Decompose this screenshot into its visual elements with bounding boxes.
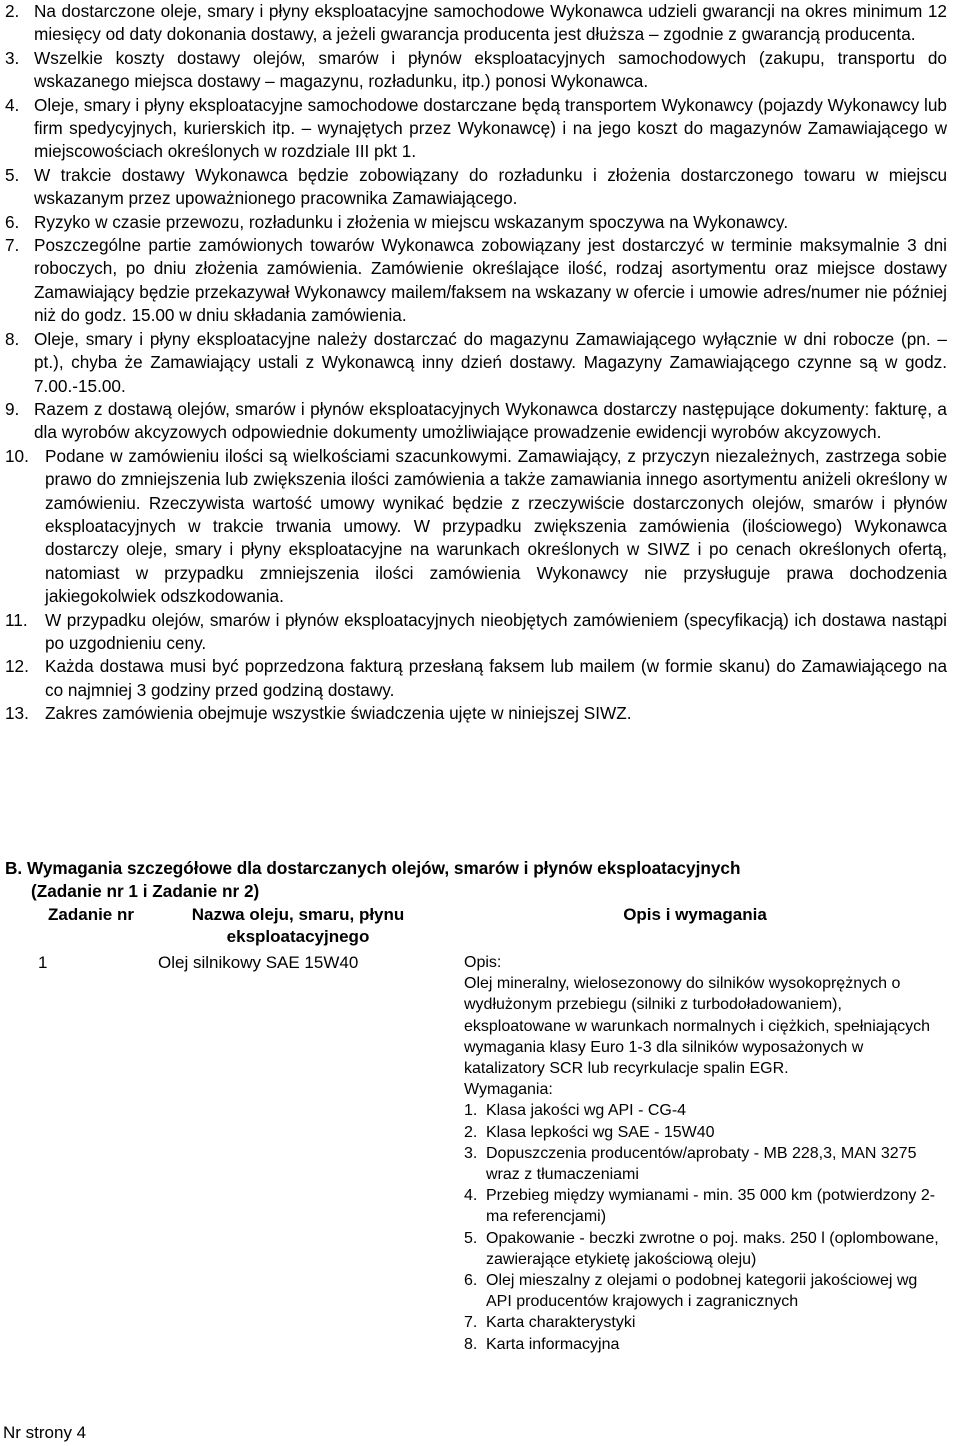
list-item: [5, 398, 947, 445]
header-opis: Opis i wymagania: [623, 905, 767, 924]
list-item-number: 10.: [5, 445, 29, 466]
list-item-text: Zakres zamówienia obejmuje wszystkie świadczenia ujęte w niniejszej SIWZ.: [45, 703, 632, 724]
requirement-text: Dopuszczenia producentów/aprobaty - MB 228,3, MAN 3275 wraz z tłumaczeniami: [486, 1144, 917, 1184]
list-item-text: Razem z dostawą olejów, smarów i płynów eksploatacyjnych Wykonawca dostarczy następujące dokumenty: fakturę, a dla wyrobów akcyzowych odpowiednie dokumenty umożliwiające prowadzenie ewidencji wyrobów akcyzowych.: [34, 398, 947, 443]
cell-name: Olej silnikowy SAE 15W40: [158, 953, 359, 972]
requirement-item: [464, 1122, 944, 1143]
list-item: [5, 234, 947, 328]
header-nazwa: Nazwa oleju, smaru, płynu eksploatacyjnego: [191, 905, 405, 946]
requirement-text: Klasa lepkości wg SAE - 15W40: [486, 1123, 715, 1141]
requirement-item: [464, 1334, 944, 1355]
list-item: [5, 0, 947, 47]
list-item: [5, 47, 947, 94]
list-item-number: 13.: [5, 703, 29, 724]
requirement-item: [464, 1312, 944, 1333]
requirement-number: 2.: [464, 1123, 478, 1141]
requirement-text: Karta charakterystyki: [486, 1314, 636, 1332]
list-item: [5, 609, 947, 656]
requirements-list: [464, 1100, 944, 1354]
page-number: Nr strony 4: [3, 1423, 87, 1442]
list-item-text: Wszelkie koszty dostawy olejów, smarów i płynów eksploatacyjnych samochodowych (zakupu, transportu do wskazanego miejsca dostawy – magazynu, rozładunku, itp.) ponosi Wykonawca.: [34, 47, 947, 92]
requirement-number: 6.: [464, 1272, 478, 1290]
section-b-subtitle: (Zadanie nr 1 i Zadanie nr 2): [31, 881, 260, 902]
list-item: [5, 328, 947, 398]
cell-description: [446, 947, 944, 1355]
list-item-number: 7.: [5, 235, 20, 256]
numbered-conditions-list: [5, 0, 947, 726]
requirement-number: 7.: [464, 1314, 478, 1332]
list-item: [5, 445, 947, 609]
requirement-item: [464, 1185, 944, 1227]
list-item-number: 2.: [5, 1, 20, 21]
requirement-item: [464, 1228, 944, 1270]
list-item: [5, 655, 947, 702]
requirement-number: 4.: [464, 1187, 478, 1205]
requirement-number: 5.: [464, 1229, 478, 1247]
list-item-text: Ryzyko w czasie przewozu, rozładunku i złożenia w miejscu wskazanym spoczywa na Wykonawcy.: [34, 211, 789, 232]
list-item-text: Poszczególne partie zamówionych towarów Wykonawca zobowiązany jest dostarczyć w terminie maksymalnie 3 dni roboczych, po dniu złożenia zamówienia. Zamówienie określające ilość, rodzaj asortymentu oraz miejsce dostawy Zamawiający będzie przekazywał Wykonawcy mailem/faksem na wskazany w ofercie i umowie adres/numer nie później niż do godz. 15.00 w dniu składania zamówienia.: [34, 235, 947, 326]
list-item-text: Oleje, smary i płyny eksploatacyjne należy dostarczać do magazynu Zamawiającego wyłącznie w dni robocze (pn. – pt.), chyba że Zamawiający ustali z Wykonawcą inny dzień dostawy. Magazyny Zamawiającego czynne są w godz. 7.00.-15.00.: [34, 328, 947, 396]
list-item: [5, 164, 947, 211]
cell-nr: 1: [38, 953, 48, 972]
table-row: [32, 947, 944, 1355]
requirement-text: Opakowanie - beczki zwrotne o poj. maks. 250 l (oplombowane, zawierające etykietę jakościową oleju): [486, 1229, 939, 1268]
specification-table: [32, 904, 944, 1355]
table-header-row: [32, 904, 944, 947]
opis-text: Olej mineralny, wielosezonowy do silników wysokoprężnych o wydłużonym przebiegu (silniki z turbodoładowaniem), eksploatowane w warunkach normalnych i ciężkich, spełniających wymagania klasy Euro 1-3 dla silników wyposażonych w katalizatory SCR lub recyrkulacje spalin EGR.: [464, 975, 931, 1078]
requirement-item: [464, 1100, 944, 1121]
list-item-number: 11.: [5, 609, 28, 630]
section-b-title: B. Wymagania szczegółowe dla dostarczanych olejów, smarów i płynów eksploatacyjnych: [5, 858, 741, 878]
list-item: [5, 94, 947, 164]
list-item-text: Każda dostawa musi być poprzedzona fakturą przesłaną faksem lub mailem (w formie skanu) do Zamawiającego na co najmniej 3 godziny przed godziną dostawy.: [45, 656, 947, 700]
list-item-number: 12.: [5, 656, 29, 677]
list-item-number: 5.: [5, 164, 20, 185]
requirement-text: Karta informacyjna: [486, 1335, 620, 1353]
requirement-item: [464, 1143, 944, 1185]
list-item-number: 8.: [5, 328, 20, 349]
opis-label: Opis:: [464, 954, 502, 971]
list-item-text: W przypadku olejów, smarów i płynów eksploatacyjnych nieobjętych zamówieniem (specyfikacją) ich dostawa nastąpi po uzgodnieniu ceny.: [45, 609, 947, 653]
list-item-number: 9.: [5, 398, 20, 419]
list-item-number: 4.: [5, 94, 20, 115]
list-item-text: Oleje, smary i płyny eksploatacyjne samochodowe dostarczane będą transportem Wykonawcy (pojazdy Wykonawcy lub firm spedycyjnych, kurierskich itp. – wynajętych przez Wykonawcę) i na jego koszt do magazynów Zamawiającego w miejscowościach określonych w rozdziale III pkt 1.: [34, 94, 947, 162]
requirement-number: 3.: [464, 1144, 478, 1162]
wymagania-label: Wymagania:: [464, 1081, 553, 1099]
list-item: [5, 702, 947, 725]
requirement-number: 8.: [464, 1335, 478, 1353]
header-zadanie-nr: Zadanie nr: [48, 905, 134, 924]
list-item-number: 6.: [5, 211, 20, 232]
requirement-text: Klasa jakości wg API - CG-4: [486, 1102, 687, 1120]
requirement-number: 1.: [464, 1102, 478, 1120]
list-item: [5, 211, 947, 234]
requirement-text: Przebieg między wymianami - min. 35 000 km (potwierdzony 2-ma referencjami): [486, 1187, 936, 1226]
requirement-item: [464, 1270, 944, 1312]
requirement-text: Olej mieszalny z olejami o podobnej kategorii jakościowej wg API producentów krajowych i zagranicznych: [486, 1272, 918, 1311]
section-b-heading: [5, 857, 947, 904]
list-item-text: W trakcie dostawy Wykonawca będzie zobowiązany do rozładunku i złożenia dostarczonego towaru w miejscu wskazanym przez upoważnionego pracownika Zamawiającego.: [34, 164, 947, 209]
list-item-text: Podane w zamówieniu ilości są wielkościami szacunkowymi. Zamawiający, z przyczyn niezależnych, zastrzega sobie prawo do zmniejszenia lub zwiększenia ilości zamówienia a także zamawiania innego asortymentu aniżeli określony w zamówieniu. Rzeczywista wartość umowy wynikać będzie z rzeczywiście dostarczonych olejów, smarów i płynów eksploatacyjnych w trakcie trwania umowy. W przypadku zwiększenia zamówienia (ilościowego) Wykonawca dostarczy oleje, smary i płyny eksploatacyjne na warunkach określonych w SIWZ i po cenach określonych ofertą, natomiast w przypadku zmniejszenia ilości zamówienia Wykonawcy nie przysługuje prawa dochodzenia jakiegokolwiek odszkodowania.: [45, 445, 947, 607]
list-item-number: 3.: [5, 47, 20, 68]
list-item-text: Na dostarczone oleje, smary i płyny eksploatacyjne samochodowe Wykonawca udzieli gwarancji na okres minimum 12 miesięcy od daty dokonania dostawy, a jeżeli gwarancja producenta jest dłuższa – zgodnie z gwarancją producenta.: [34, 1, 947, 45]
